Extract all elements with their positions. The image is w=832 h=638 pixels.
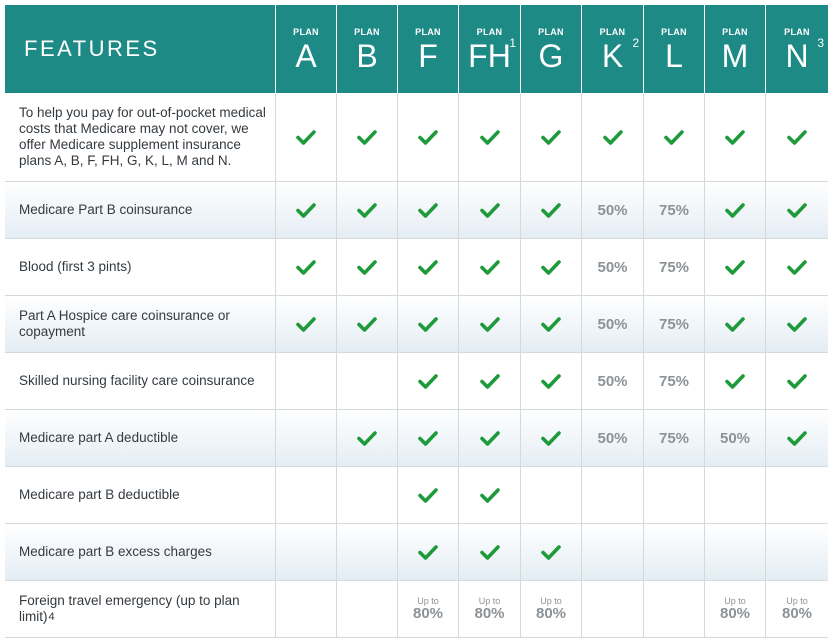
plan-cell [582,353,644,409]
plan-cell [705,581,766,637]
checkmark-icon [357,430,377,446]
plan-cell [582,239,644,295]
checkmark-icon [357,316,377,332]
plan-footnote: 1 [509,36,516,50]
plan-cell [398,581,459,637]
upto-label: Up to [724,596,746,606]
upto-label: Up to [786,596,808,606]
plan-cell [521,93,582,181]
plan-cell [705,239,766,295]
checkmark-icon [480,487,500,503]
plan-cell [521,467,582,523]
plan-header-fh [459,5,521,93]
plan-cell [644,296,705,352]
plan-cell [766,467,828,523]
plan-footnote: 2 [632,36,639,50]
plan-cell [459,467,521,523]
checkmark-icon [418,259,438,275]
checkmark-icon [664,129,684,145]
plan-cell [582,182,644,238]
plan-cell [398,239,459,295]
plan-cell [337,182,398,238]
plan-cell [276,581,337,637]
checkmark-icon [725,202,745,218]
features-heading: FEATURES [5,5,276,93]
plan-cell [705,353,766,409]
feature-label-text: Skilled nursing facility care coinsurance [19,373,255,388]
plan-cell [459,182,521,238]
checkmark-icon [296,202,316,218]
upto-label: Up to [540,596,562,606]
coverage-percent: 50% [597,315,628,333]
plan-header-n [766,5,828,93]
plan-letter: L [665,38,683,74]
plan-cell [521,410,582,466]
feature-label [5,467,276,523]
feature-label-text: Blood (first 3 pints) [19,259,132,274]
feature-label [5,524,276,580]
checkmark-icon [541,544,561,560]
coverage-percent: 50% [719,429,751,447]
plan-cell [398,524,459,580]
plan-cell [705,410,766,466]
plan-cell [644,239,705,295]
plan-header-b [337,5,398,93]
plan-cell [644,182,705,238]
plan-cell [459,581,521,637]
plan-cell [398,182,459,238]
feature-label [5,182,276,238]
feature-label [5,581,276,637]
checkmark-icon [725,259,745,275]
checkmark-icon [725,373,745,389]
plan-cell [766,524,828,580]
plan-letter: M [721,38,749,74]
plan-cell [398,410,459,466]
plan-cell [276,467,337,523]
plan-cell [276,353,337,409]
upto-value: 80% [412,605,444,622]
coverage-percent: 75% [658,315,690,333]
coverage-percent: 50% [597,201,628,219]
plan-cell [521,182,582,238]
checkmark-icon [725,316,745,332]
plan-cell [766,93,828,181]
plan-cell [337,467,398,523]
checkmark-icon [787,373,807,389]
plan-cell [459,353,521,409]
feature-label-text: Foreign travel emergency (up to plan limit)$^4$ [19,593,240,624]
checkmark-icon [296,316,316,332]
feature-label [5,353,276,409]
plan-cell [276,524,337,580]
plan-word: PLAN [415,27,441,37]
plan-cell [766,182,828,238]
plan-cell [644,93,705,181]
plan-cell [644,581,705,637]
plan-word: PLAN [538,27,564,37]
plan-cell [521,524,582,580]
checkmark-icon [787,129,807,145]
plan-cell [766,239,828,295]
table-row [5,296,828,353]
plan-cell [276,410,337,466]
checkmark-icon [418,487,438,503]
plan-header-f [398,5,459,93]
checkmark-icon [480,129,500,145]
checkmark-icon [296,259,316,275]
plan-letter: N [785,38,809,74]
plan-header-k [582,5,644,93]
plan-header-l [644,5,705,93]
plan-cell [276,182,337,238]
coverage-percent: 75% [658,258,690,276]
checkmark-icon [480,202,500,218]
feature-footnote: 4 [48,611,55,623]
table-body [5,93,828,638]
checkmark-icon [418,544,438,560]
plan-cell [521,353,582,409]
coverage-percent: 75% [658,201,690,219]
feature-label-text: Part A Hospice care coinsurance or copayment [19,308,230,339]
plan-word: PLAN [476,27,503,37]
table-row [5,182,828,239]
plan-cell [398,467,459,523]
plan-cell [398,93,459,181]
plan-cell [582,524,644,580]
feature-label-text: Medicare Part B coinsurance [19,202,193,217]
plan-cell [705,524,766,580]
table-row [5,467,828,524]
coverage-percent: 75% [658,372,690,390]
plan-cell [582,581,644,637]
coverage-percent: 50% [597,372,628,390]
plan-cell [459,296,521,352]
plan-cell [582,467,644,523]
checkmark-icon [603,129,623,145]
checkmark-icon [418,202,438,218]
plan-cell [459,410,521,466]
table-row [5,353,828,410]
checkmark-icon [787,430,807,446]
plan-cell [644,410,705,466]
plan-word: PLAN [599,27,626,37]
plan-cell [337,524,398,580]
plan-letter: G [538,38,564,74]
checkmark-icon [357,202,377,218]
upto-value: 80% [535,605,567,622]
plan-footnote: 3 [817,36,824,50]
plan-word: PLAN [354,27,380,37]
checkmark-icon [541,129,561,145]
plan-cell [276,93,337,181]
plan-letter: A [295,38,317,74]
checkmark-icon [357,259,377,275]
table-row [5,581,828,638]
coverage-percent: 50% [597,258,628,276]
feature-label [5,296,276,352]
upto-value: 80% [719,605,751,622]
checkmark-icon [787,259,807,275]
feature-label-text: To help you pay for out-of-pocket medical costs that Medicare may not cover, we offer Medicare supplement insurance plans A, B, F, FH, G, K, L, M and N. [19,105,266,168]
plan-cell [705,182,766,238]
plan-header-m [705,5,766,93]
plan-cell [337,410,398,466]
plan-cell [644,353,705,409]
plan-cell [337,93,398,181]
plan-cell [337,581,398,637]
plan-cell [644,524,705,580]
plan-header-a [276,5,337,93]
plan-letter: B [356,38,378,74]
plan-cell [766,410,828,466]
plan-header-g [521,5,582,93]
feature-label-text: Medicare part A deductible [19,430,179,445]
plan-cell [276,296,337,352]
plan-word: PLAN [293,27,319,37]
plan-cell [521,239,582,295]
plan-cell [398,296,459,352]
plan-cell [337,353,398,409]
checkmark-icon [541,316,561,332]
checkmark-icon [418,430,438,446]
plan-cell [276,239,337,295]
plan-cell [705,93,766,181]
checkmark-icon [480,316,500,332]
checkmark-icon [541,202,561,218]
upto-label: Up to [417,596,439,606]
checkmark-icon [480,259,500,275]
checkmark-icon [480,544,500,560]
plan-letter: FH [468,38,511,74]
checkmark-icon [541,430,561,446]
feature-label [5,93,276,181]
plan-cell [337,296,398,352]
checkmark-icon [480,430,500,446]
plan-cell [766,296,828,352]
plan-cell [705,467,766,523]
checkmark-icon [725,129,745,145]
checkmark-icon [541,373,561,389]
plan-cell [766,581,828,637]
plan-cell [582,296,644,352]
checkmark-icon [480,373,500,389]
plan-comparison-table [5,5,828,638]
plan-word: PLAN [661,27,687,37]
plan-word: PLAN [784,27,810,37]
plan-letter: F [418,38,438,74]
plan-cell [766,353,828,409]
checkmark-icon [357,129,377,145]
table-header [5,5,828,93]
table-row [5,524,828,581]
upto-label: Up to [478,596,501,606]
checkmark-icon [787,316,807,332]
checkmark-icon [418,129,438,145]
feature-label-text: Medicare part B deductible [19,487,180,502]
checkmark-icon [418,316,438,332]
plan-cell [459,93,521,181]
table-row [5,93,828,182]
plan-cell [582,93,644,181]
plan-cell [582,410,644,466]
table-row [5,410,828,467]
table-row [5,239,828,296]
plan-word: PLAN [722,27,748,37]
feature-label [5,239,276,295]
upto-value: 80% [781,605,813,622]
checkmark-icon [296,129,316,145]
coverage-percent: 50% [597,429,628,447]
plan-cell [398,353,459,409]
checkmark-icon [787,202,807,218]
feature-label [5,410,276,466]
coverage-percent: 75% [658,429,690,447]
checkmark-icon [418,373,438,389]
plan-cell [459,524,521,580]
plan-letter: K [601,38,624,74]
feature-label-text: Medicare part B excess charges [19,544,212,559]
plan-cell [459,239,521,295]
upto-value: 80% [474,605,505,622]
plan-cell [521,581,582,637]
plan-cell [705,296,766,352]
plan-cell [337,239,398,295]
checkmark-icon [541,259,561,275]
plan-cell [521,296,582,352]
plan-cell [644,467,705,523]
